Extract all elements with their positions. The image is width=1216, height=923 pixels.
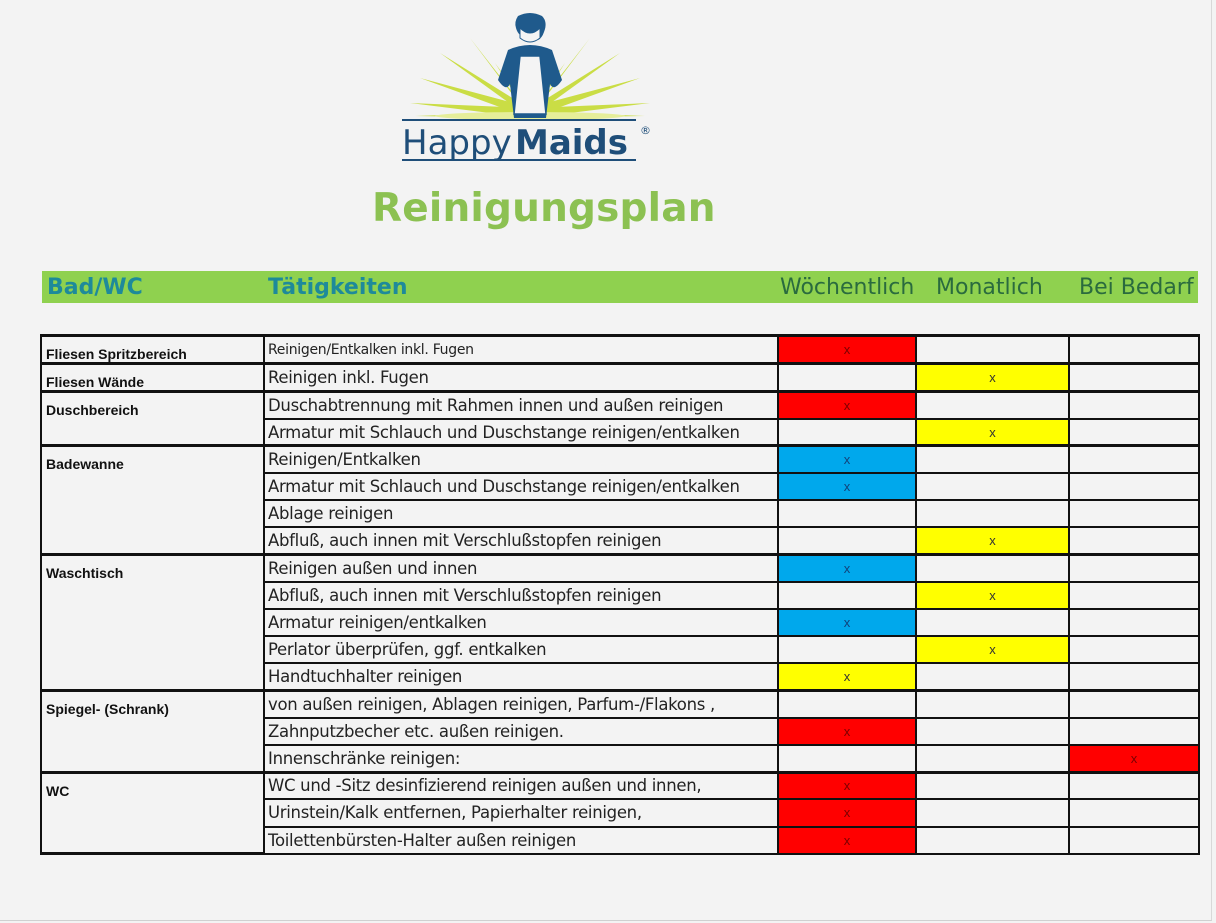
task-cell: Armatur mit Schlauch und Duschstange reinigen/entkalken — [264, 419, 778, 446]
cleaning-plan-table — [40, 334, 1200, 855]
monthly-cell[interactable] — [916, 745, 1069, 772]
monthly-cell[interactable] — [916, 772, 1069, 799]
task-cell: Armatur mit Schlauch und Duschstange reinigen/entkalken — [264, 473, 778, 500]
monthly-cell[interactable] — [916, 799, 1069, 826]
happymaids-logo — [400, 8, 660, 168]
as-needed-cell[interactable] — [1069, 827, 1199, 854]
monthly-cell[interactable]: x — [916, 527, 1069, 554]
area-cell: Badewanne — [41, 446, 264, 555]
monthly-cell[interactable] — [916, 473, 1069, 500]
task-cell: Urinstein/Kalk entfernen, Papierhalter reinigen, — [264, 799, 778, 826]
weekly-cell[interactable]: x — [778, 555, 916, 582]
table-row — [41, 555, 1199, 582]
area-cell: Duschbereich — [41, 392, 264, 446]
task-cell: Duschabtrennung mit Rahmen innen und außen reinigen — [264, 392, 778, 419]
monthly-cell[interactable] — [916, 691, 1069, 718]
as-needed-cell[interactable] — [1069, 336, 1199, 364]
as-needed-cell[interactable] — [1069, 555, 1199, 582]
svg-text:Maids: Maids — [515, 123, 629, 163]
weekly-cell[interactable] — [778, 636, 916, 663]
table-row — [41, 691, 1199, 718]
as-needed-cell[interactable]: x — [1069, 745, 1199, 772]
header-as-needed: Bei Bedarf — [1079, 275, 1194, 300]
as-needed-cell[interactable] — [1069, 718, 1199, 745]
weekly-cell[interactable] — [778, 691, 916, 718]
table-row — [41, 364, 1199, 392]
header-area: Bad/WC — [47, 275, 143, 300]
weekly-cell[interactable] — [778, 364, 916, 392]
monthly-cell[interactable] — [916, 446, 1069, 473]
monthly-cell[interactable] — [916, 555, 1069, 582]
area-cell: Waschtisch — [41, 555, 264, 691]
as-needed-cell[interactable] — [1069, 364, 1199, 392]
task-cell: Reinigen/Entkalken — [264, 446, 778, 473]
task-cell: Reinigen außen und innen — [264, 555, 778, 582]
weekly-cell[interactable] — [778, 500, 916, 527]
weekly-cell[interactable]: x — [778, 392, 916, 419]
table-row — [41, 772, 1199, 799]
monthly-cell[interactable] — [916, 336, 1069, 364]
as-needed-cell[interactable] — [1069, 609, 1199, 636]
as-needed-cell[interactable] — [1069, 473, 1199, 500]
weekly-cell[interactable]: x — [778, 446, 916, 473]
area-cell: WC — [41, 772, 264, 854]
area-cell: Spiegel- (Schrank) — [41, 691, 264, 773]
weekly-cell[interactable]: x — [778, 663, 916, 690]
weekly-cell[interactable] — [778, 419, 916, 446]
area-cell: Fliesen Wände — [41, 364, 264, 392]
as-needed-cell[interactable] — [1069, 663, 1199, 690]
as-needed-cell[interactable] — [1069, 500, 1199, 527]
table-row — [41, 446, 1199, 473]
task-cell: Reinigen/Entkalken inkl. Fugen — [264, 336, 778, 364]
weekly-cell[interactable]: x — [778, 473, 916, 500]
as-needed-cell[interactable] — [1069, 772, 1199, 799]
weekly-cell[interactable]: x — [778, 799, 916, 826]
monthly-cell[interactable] — [916, 718, 1069, 745]
monthly-cell[interactable]: x — [916, 419, 1069, 446]
monthly-cell[interactable] — [916, 663, 1069, 690]
task-cell: Abfluß, auch innen mit Verschlußstopfen reinigen — [264, 582, 778, 609]
weekly-cell[interactable]: x — [778, 718, 916, 745]
monthly-cell[interactable] — [916, 827, 1069, 854]
header-weekly: Wöchentlich — [780, 275, 915, 300]
weekly-cell[interactable]: x — [778, 336, 916, 364]
task-cell: Abfluß, auch innen mit Verschlußstopfen reinigen — [264, 527, 778, 554]
column-header-bar — [42, 271, 1198, 303]
monthly-cell[interactable] — [916, 609, 1069, 636]
weekly-cell[interactable]: x — [778, 772, 916, 799]
weekly-cell[interactable] — [778, 582, 916, 609]
weekly-cell[interactable] — [778, 745, 916, 772]
as-needed-cell[interactable] — [1069, 392, 1199, 419]
as-needed-cell[interactable] — [1069, 419, 1199, 446]
maid-sunburst-icon — [400, 8, 660, 168]
task-cell: WC und -Sitz desinfizierend reinigen außen und innen, — [264, 772, 778, 799]
monthly-cell[interactable]: x — [916, 636, 1069, 663]
area-cell: Fliesen Spritzbereich — [41, 336, 264, 364]
monthly-cell[interactable]: x — [916, 364, 1069, 392]
svg-text:Happy: Happy — [402, 123, 512, 163]
table-row — [41, 336, 1199, 364]
header-monthly: Monatlich — [936, 275, 1043, 300]
as-needed-cell[interactable] — [1069, 582, 1199, 609]
svg-text:®: ® — [640, 124, 651, 137]
as-needed-cell[interactable] — [1069, 799, 1199, 826]
monthly-cell[interactable]: x — [916, 582, 1069, 609]
task-cell: Armatur reinigen/entkalken — [264, 609, 778, 636]
task-cell: Ablage reinigen — [264, 500, 778, 527]
as-needed-cell[interactable] — [1069, 691, 1199, 718]
document-title: Reinigungsplan — [372, 186, 716, 231]
task-cell: Reinigen inkl. Fugen — [264, 364, 778, 392]
table-row — [41, 392, 1199, 419]
weekly-cell[interactable]: x — [778, 609, 916, 636]
task-cell: Toilettenbürsten-Halter außen reinigen — [264, 827, 778, 854]
as-needed-cell[interactable] — [1069, 446, 1199, 473]
weekly-cell[interactable] — [778, 527, 916, 554]
task-cell: Innenschränke reinigen: — [264, 745, 778, 772]
task-cell: Zahnputzbecher etc. außen reinigen. — [264, 718, 778, 745]
task-cell: Handtuchhalter reinigen — [264, 663, 778, 690]
task-cell: von außen reinigen, Ablagen reinigen, Parfum-/Flakons , — [264, 691, 778, 718]
task-cell: Perlator überprüfen, ggf. entkalken — [264, 636, 778, 663]
as-needed-cell[interactable] — [1069, 527, 1199, 554]
header-tasks: Tätigkeiten — [268, 275, 408, 300]
weekly-cell[interactable]: x — [778, 827, 916, 854]
monthly-cell[interactable] — [916, 392, 1069, 419]
as-needed-cell[interactable] — [1069, 636, 1199, 663]
monthly-cell[interactable] — [916, 500, 1069, 527]
